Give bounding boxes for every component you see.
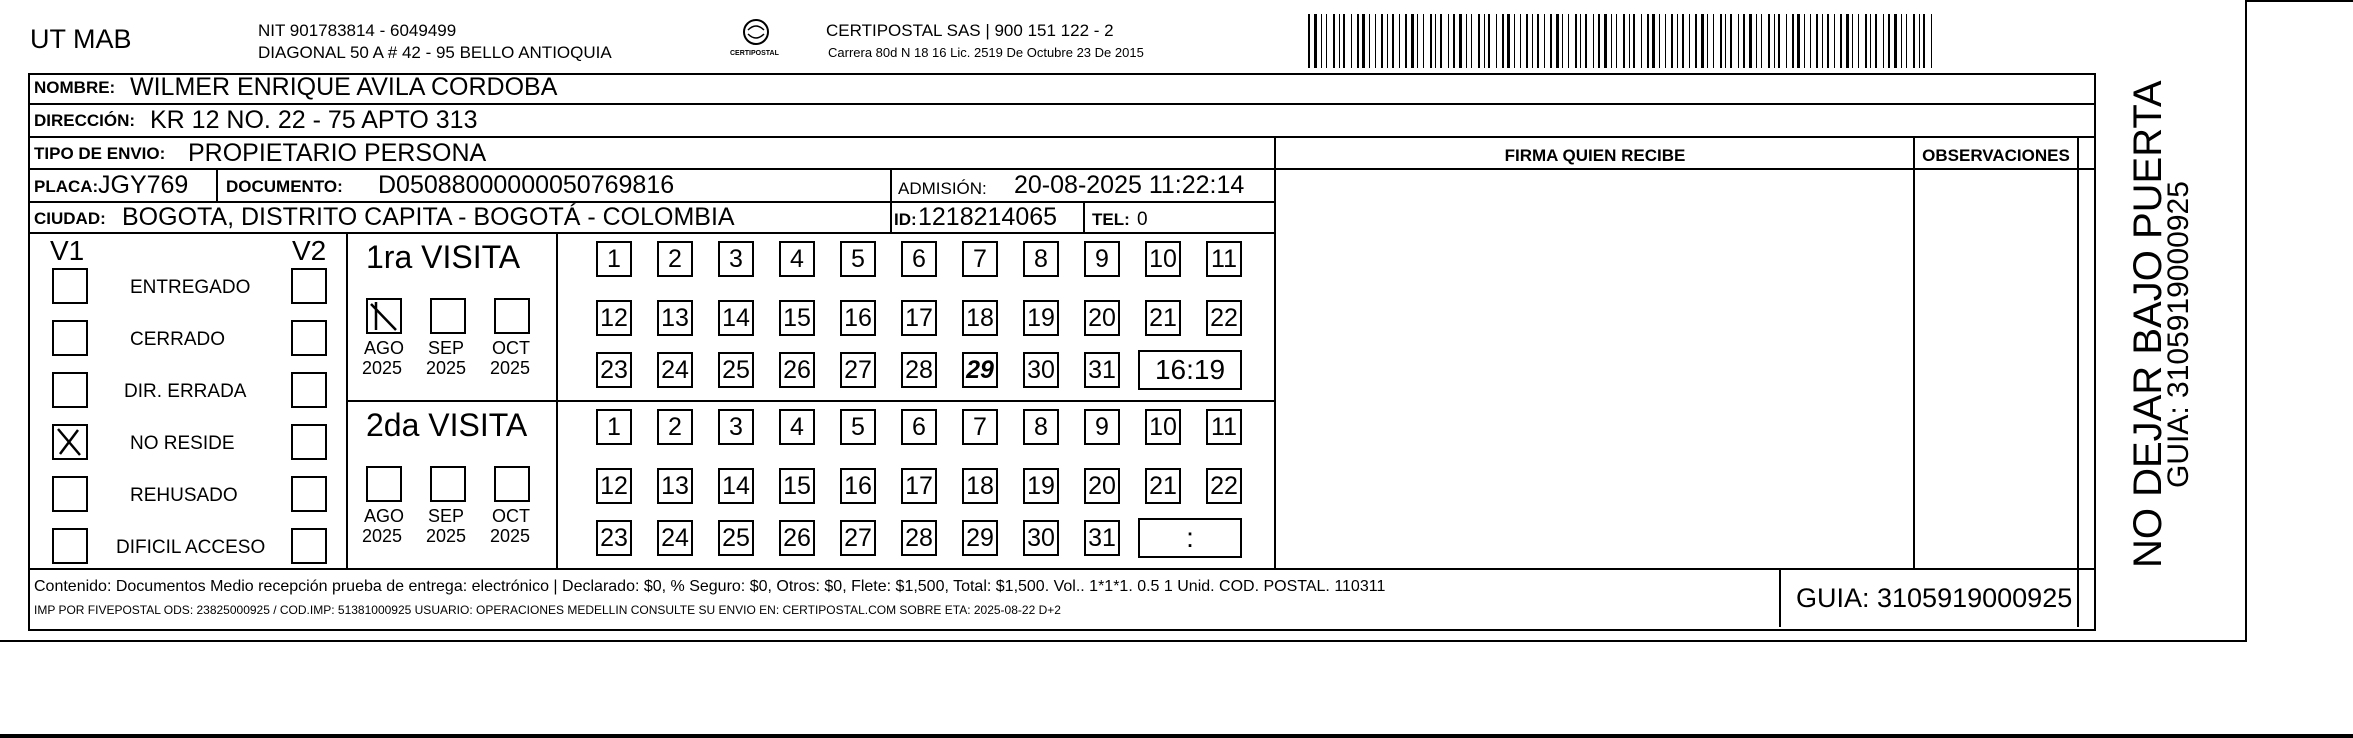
barcode-bar	[1392, 14, 1394, 68]
barcode-bar	[1381, 14, 1383, 68]
barcode-bar	[1923, 14, 1925, 68]
barcode-bar	[1774, 14, 1775, 68]
barcode-bar	[1671, 14, 1673, 68]
tel: 0	[1137, 209, 1148, 230]
time-box[interactable]: 16:19	[1138, 350, 1242, 390]
barcode-bar	[1846, 14, 1849, 68]
barcode-bar	[1652, 14, 1655, 68]
day-box[interactable]: 13	[657, 300, 693, 336]
admission-date: 20-08-2025 11:22:14	[1014, 171, 1245, 199]
visit1-title: 1ra VISITA	[366, 239, 521, 275]
barcode-bar	[1616, 14, 1617, 68]
barcode-bar	[1689, 14, 1690, 68]
barcode-bar	[1822, 14, 1823, 68]
v2-checkbox[interactable]	[291, 372, 327, 408]
barcode-bar	[1440, 14, 1442, 68]
day-box[interactable]: 27	[840, 520, 876, 556]
barcode-bar	[1629, 14, 1630, 68]
barcode-bar	[1537, 14, 1539, 68]
tel-label: TEL:	[1092, 210, 1130, 229]
day-box[interactable]: 1	[596, 409, 632, 445]
shipment-type: PROPIETARIO PERSONA	[188, 139, 487, 167]
barcode-bar	[1875, 14, 1877, 68]
barcode-bar	[1720, 14, 1722, 68]
barcode-bar	[1810, 14, 1811, 68]
day-box[interactable]: 29	[962, 352, 998, 388]
plate-label: PLACA:	[34, 177, 99, 196]
barcode-bar	[1707, 14, 1708, 68]
day-box[interactable]: 5	[840, 409, 876, 445]
day-box[interactable]: 9	[1084, 241, 1120, 277]
company-nit: NIT 901783814 - 6049499	[258, 21, 457, 40]
barcode-bar	[1484, 14, 1485, 68]
day-box[interactable]: 1	[596, 241, 632, 277]
carrier-license: Carrera 80d N 18 16 Lic. 2519 De Octubre 23 De 2015	[828, 45, 1144, 60]
barcode-bar	[1919, 14, 1920, 68]
side-notice	[2098, 80, 2195, 568]
barcode-bar	[1870, 14, 1871, 68]
barcode-bar	[1585, 14, 1587, 68]
address-label: DIRECCIÓN:	[34, 111, 136, 130]
v1-label: V1	[50, 235, 85, 266]
day-box[interactable]: 22	[1206, 300, 1242, 336]
barcode-bar	[1343, 14, 1345, 68]
barcode-bar	[1883, 14, 1884, 68]
year-label: 2025	[362, 526, 403, 546]
month-checkbox[interactable]	[494, 298, 530, 334]
day-box[interactable]: 21	[1145, 468, 1181, 504]
barcode-bar	[1575, 14, 1577, 68]
month-label: AGO	[364, 338, 405, 358]
visit2-title: 2da VISITA	[366, 407, 528, 443]
status-label: REHUSADO	[130, 485, 238, 506]
day-box[interactable]: 19	[1023, 468, 1059, 504]
barcode-bar	[1399, 14, 1400, 68]
barcode-bar	[1682, 14, 1684, 68]
month-checkbox[interactable]	[430, 466, 466, 502]
year-label: 2025	[490, 358, 531, 378]
v2-checkbox[interactable]	[291, 320, 327, 356]
day-box[interactable]: 30	[1023, 520, 1059, 556]
day-box[interactable]: 10	[1145, 241, 1181, 277]
day-box[interactable]: 21	[1145, 300, 1181, 336]
barcode-bar	[1478, 14, 1480, 68]
recipient-name: WILMER ENRIQUE AVILA CORDOBA	[130, 73, 558, 101]
day-box[interactable]: 14	[718, 468, 754, 504]
barcode-bar	[1453, 14, 1455, 68]
status-label: DIFICIL ACCESO	[116, 537, 266, 558]
barcode-bar	[1611, 14, 1612, 68]
document-number: D05088000000050769816	[378, 171, 675, 199]
barcode-bar	[1387, 14, 1388, 68]
day-box[interactable]: 8	[1023, 409, 1059, 445]
day-box[interactable]: 26	[779, 352, 815, 388]
barcode-bar	[1568, 14, 1569, 68]
day-box[interactable]: 29	[962, 520, 998, 556]
barcode-bar	[1604, 14, 1607, 68]
barcode-bar	[1314, 14, 1317, 68]
barcode-bar	[1544, 14, 1545, 68]
day-box[interactable]: 24	[657, 352, 693, 388]
barcode-bar	[1471, 14, 1472, 68]
day-box[interactable]: 25	[718, 520, 754, 556]
barcode-bar	[1333, 14, 1335, 68]
city: BOGOTA, DISTRITO CAPITA - BOGOTÁ - COLOMBIA	[122, 203, 735, 231]
day-box[interactable]: 20	[1084, 468, 1120, 504]
day-box[interactable]: 6	[901, 409, 937, 445]
day-box[interactable]: 13	[657, 468, 693, 504]
barcode-bar	[1797, 14, 1800, 68]
month-label: OCT	[492, 338, 530, 358]
barcode-bar	[1507, 14, 1510, 68]
barcode-bar	[1840, 14, 1842, 68]
barcode-bar	[1532, 14, 1533, 68]
day-box[interactable]: 7	[962, 409, 998, 445]
day-box[interactable]: 3	[718, 409, 754, 445]
barcode-bar	[1756, 14, 1757, 68]
barcode-bar	[1357, 14, 1359, 68]
barcode-bar	[1502, 14, 1504, 68]
barcode-bar	[1448, 14, 1449, 68]
barcode-bar	[1804, 14, 1805, 68]
v1-checkbox[interactable]	[52, 424, 88, 460]
day-box[interactable]: 22	[1206, 468, 1242, 504]
barcode-bar	[1526, 14, 1528, 68]
day-box[interactable]: 11	[1206, 241, 1242, 277]
day-box[interactable]: 18	[962, 468, 998, 504]
barcode-bar	[1623, 14, 1625, 68]
barcode-bar	[1514, 14, 1515, 68]
day-box[interactable]: 11	[1206, 409, 1242, 445]
v1-checkbox[interactable]	[52, 476, 88, 512]
barcode-bar	[1738, 14, 1739, 68]
barcode-bar	[1459, 14, 1462, 68]
barcode-bar	[1816, 14, 1818, 68]
barcode-bar	[1768, 14, 1770, 68]
barcode-bar	[1827, 14, 1829, 68]
page-edge	[2245, 0, 2247, 640]
barcode-bar	[1417, 14, 1418, 68]
day-box[interactable]: 3	[718, 241, 754, 277]
day-box[interactable]: 2	[657, 409, 693, 445]
barcode-bar	[1852, 14, 1853, 68]
barcode-bar	[1556, 14, 1559, 68]
footer-guia: GUIA: 3105919000925	[1796, 583, 2073, 613]
barcode-bar	[1435, 14, 1436, 68]
v1-checkbox[interactable]	[52, 528, 88, 564]
barcode-bar	[1351, 14, 1352, 68]
barcode-bar	[1641, 14, 1642, 68]
barcode-bar	[1647, 14, 1649, 68]
barcode-bar	[1423, 14, 1424, 68]
day-box[interactable]: 24	[657, 520, 693, 556]
barcode-bar	[1520, 14, 1521, 68]
day-box[interactable]: 28	[901, 520, 937, 556]
certipostal-logo-icon	[726, 18, 786, 62]
v2-checkbox[interactable]	[291, 424, 327, 460]
barcode-bar	[1865, 14, 1867, 68]
barcode-bar	[1888, 14, 1890, 68]
day-box[interactable]: 12	[596, 300, 632, 336]
recipient-address: KR 12 NO. 22 - 75 APTO 313	[150, 106, 478, 134]
recipient-id: 1218214065	[918, 203, 1058, 231]
month-label: OCT	[492, 506, 530, 526]
day-box[interactable]: 6	[901, 241, 937, 277]
barcode-bar	[1665, 14, 1666, 68]
barcode-bar	[1375, 14, 1376, 68]
barcode-bar	[1701, 14, 1704, 68]
day-box[interactable]: 31	[1084, 352, 1120, 388]
barcode-bar	[1695, 14, 1697, 68]
bottom-edge	[0, 734, 2353, 738]
city-label: CIUDAD:	[34, 209, 106, 228]
year-label: 2025	[362, 358, 403, 378]
month-checkbox[interactable]	[366, 466, 402, 502]
day-box[interactable]: 16	[840, 300, 876, 336]
status-label: DIR. ERRADA	[124, 381, 247, 402]
barcode-bar	[1593, 14, 1594, 68]
status-label: ENTREGADO	[130, 277, 251, 298]
document-label: DOCUMENTO:	[226, 177, 343, 196]
admission-label: ADMISIÓN:	[898, 179, 987, 198]
company-address: DIAGONAL 50 A # 42 - 95 BELLO ANTIOQUIA	[258, 43, 612, 62]
v2-checkbox[interactable]	[291, 268, 327, 304]
signature-header: FIRMA QUIEN RECIBE	[1504, 146, 1686, 165]
day-box[interactable]: 20	[1084, 300, 1120, 336]
side-guia: GUIA: 3105919000925	[2162, 181, 2195, 488]
barcode-bar	[1362, 14, 1365, 68]
barcode-bar	[1913, 14, 1915, 68]
barcode-bar	[1308, 14, 1310, 68]
status-label: CERRADO	[130, 329, 226, 350]
day-box[interactable]: 8	[1023, 241, 1059, 277]
barcode-bar	[1901, 14, 1902, 68]
barcode-bar	[1894, 14, 1897, 68]
month-checkbox[interactable]	[494, 466, 530, 502]
day-box[interactable]: 17	[901, 300, 937, 336]
day-box[interactable]: 12	[596, 468, 632, 504]
month-label: SEP	[428, 506, 465, 526]
barcode-bar	[1430, 14, 1432, 68]
barcode-bar	[1659, 14, 1660, 68]
day-box[interactable]: 23	[596, 520, 632, 556]
barcode-bar	[1725, 14, 1726, 68]
barcode-bar	[1761, 14, 1762, 68]
plate: JGY769	[98, 171, 189, 199]
barcode-bar	[1778, 14, 1780, 68]
content-line: Contenido: Documentos Medio recepción prueba de entrega: electrónico | Declarado: $0, % Seguro: $0, Otros: $0, Flete: $1,500, Total: $1,500. Vol.. 1*1*1. 0.5 1 Unid. COD. POSTAL. 110311	[34, 578, 1386, 595]
barcode-bar	[1562, 14, 1563, 68]
barcode-bar	[1339, 14, 1340, 68]
month-checkbox[interactable]	[430, 298, 466, 334]
month-label: SEP	[428, 338, 465, 358]
v1-checkbox[interactable]	[52, 372, 88, 408]
barcode-bar	[1488, 14, 1490, 68]
shipment-type-label: TIPO DE ENVIO:	[34, 144, 166, 163]
day-box[interactable]: 10	[1145, 409, 1181, 445]
side-notice-text: NO DEJAR BAJO PUERTA	[2126, 80, 2170, 568]
barcode-bar	[1580, 14, 1581, 68]
month-checkbox[interactable]	[366, 298, 402, 334]
day-box[interactable]: 4	[779, 241, 815, 277]
day-box[interactable]: 17	[901, 468, 937, 504]
name-label: NOMBRE:	[34, 78, 116, 97]
barcode-bar	[1411, 14, 1414, 68]
day-box[interactable]: 18	[962, 300, 998, 336]
barcode-bar	[1931, 14, 1932, 68]
day-box[interactable]: 31	[1084, 520, 1120, 556]
day-box[interactable]: 27	[840, 352, 876, 388]
barcode-bar	[1321, 14, 1322, 68]
imp-line: IMP POR FIVEPOSTAL ODS: 23825000925 / COD.IMP: 51381000925 USUARIO: OPERACIONES MEDELLIN CONSULTE SU ENVIO EN: CERTIPOSTAL.COM SOBRE ETA: 2025-08-22 D+2	[34, 603, 1061, 617]
v1-checkbox[interactable]	[52, 320, 88, 356]
barcode-bar	[1730, 14, 1732, 68]
barcode-bar	[1405, 14, 1407, 68]
v2-checkbox[interactable]	[291, 476, 327, 512]
barcode-bar	[1633, 14, 1635, 68]
day-box[interactable]: 26	[779, 520, 815, 556]
day-box[interactable]: 2	[657, 241, 693, 277]
year-label: 2025	[490, 526, 531, 546]
barcode-bar	[1598, 14, 1600, 68]
day-box[interactable]: 25	[718, 352, 754, 388]
barcode-bar	[1550, 14, 1552, 68]
barcode-bar	[1834, 14, 1835, 68]
day-box[interactable]: 15	[779, 468, 815, 504]
day-box[interactable]: 9	[1084, 409, 1120, 445]
day-box[interactable]: 19	[1023, 300, 1059, 336]
day-box[interactable]: 23	[596, 352, 632, 388]
month-label: AGO	[364, 506, 405, 526]
barcode-bar	[1326, 14, 1327, 68]
year-label: 2025	[426, 358, 467, 378]
id-label: ID:	[894, 210, 917, 229]
barcode-bar	[1496, 14, 1497, 68]
barcode-bar	[1792, 14, 1794, 68]
v2-checkbox[interactable]	[291, 528, 327, 564]
day-box[interactable]: 28	[901, 352, 937, 388]
day-box[interactable]: 5	[840, 241, 876, 277]
barcode-bar	[1677, 14, 1678, 68]
status-label: NO RESIDE	[130, 433, 235, 454]
barcode-bar	[1466, 14, 1467, 68]
day-box[interactable]: 14	[718, 300, 754, 336]
day-box[interactable]: 7	[962, 241, 998, 277]
barcode-bar	[1369, 14, 1370, 68]
day-box[interactable]: 30	[1023, 352, 1059, 388]
logo-text: CERTIPOSTAL	[730, 50, 779, 57]
barcode-bar	[1906, 14, 1907, 68]
carrier-name: CERTIPOSTAL SAS | 900 151 122 - 2	[826, 21, 1114, 40]
barcode-bar	[1786, 14, 1787, 68]
day-box[interactable]: 16	[840, 468, 876, 504]
year-label: 2025	[426, 526, 467, 546]
barcode-bar	[1858, 14, 1859, 68]
barcode-bar	[1749, 14, 1752, 68]
v2-label: V2	[292, 235, 327, 266]
v1-checkbox[interactable]	[52, 268, 88, 304]
time-box[interactable]: :	[1138, 518, 1242, 558]
day-box[interactable]: 15	[779, 300, 815, 336]
day-box[interactable]: 4	[779, 409, 815, 445]
observations-header: OBSERVACIONES	[1922, 146, 2070, 165]
barcode-bar	[1713, 14, 1714, 68]
company-name: UT MAB	[30, 24, 132, 54]
barcode	[1308, 14, 1938, 68]
barcode-bar	[1743, 14, 1745, 68]
